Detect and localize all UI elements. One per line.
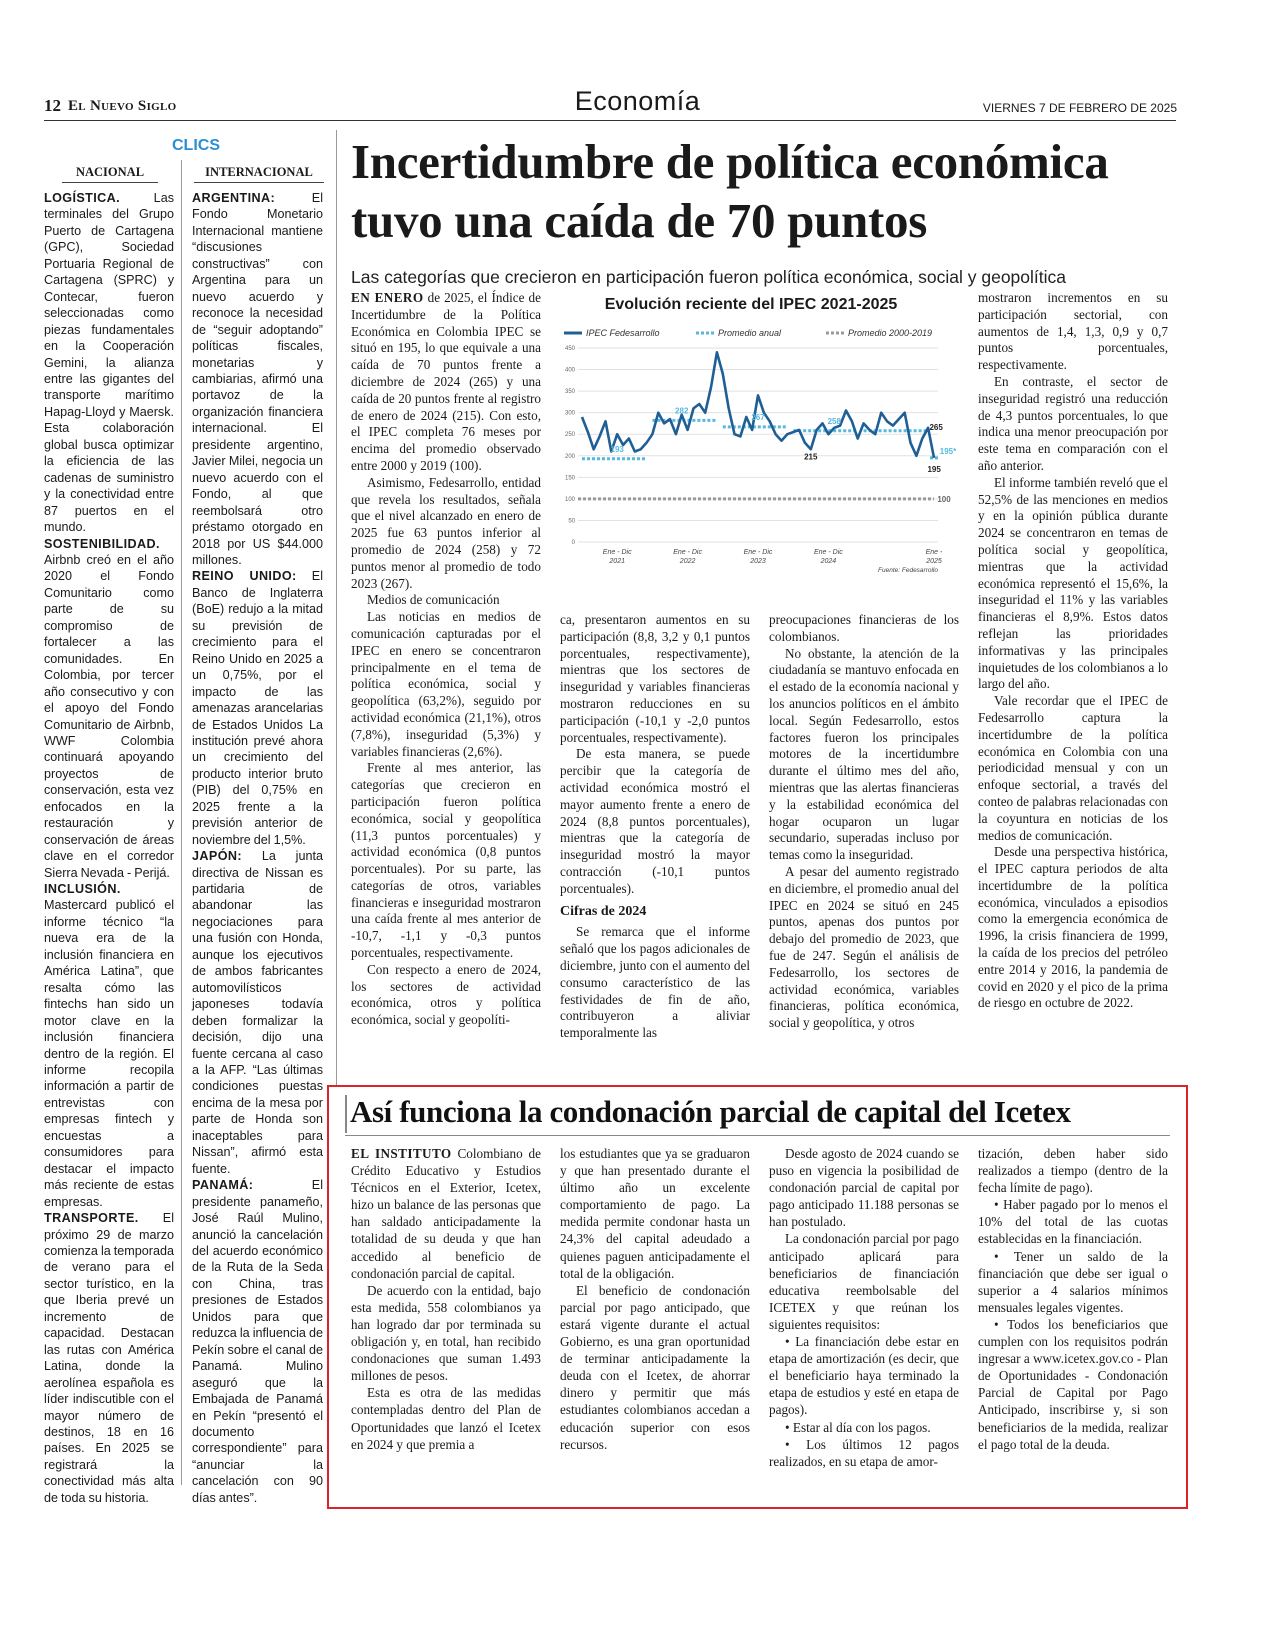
paragraph-text: Frente al mes anterior, las categorías que crecieron en participación fueron política económica, social y geopolítica (11,3 puntos porcentuales) y actividad económica (0,8 puntos porcentuales). Por su parte, las categorías de otros, variables financieras e inseguridad mostraron una caída frente al mes anterior de -10,7, -1,1 y -0,3 puntos porcentuales, respectivamente. xyxy=(351,760,541,961)
paragraph xyxy=(769,1333,959,1418)
paragraph xyxy=(978,844,1168,1012)
data-label: 195* xyxy=(939,446,957,456)
paragraph-text: • Estar al día con los pagos. xyxy=(785,1419,931,1435)
data-label: 100 xyxy=(937,494,951,504)
lead-in: TRANSPORTE. xyxy=(44,1211,139,1226)
paragraph xyxy=(351,290,541,475)
paragraph-text: los estudiantes que ya se graduaron y que han presentado durante el último año un excelente comportamiento de pago. La medida permite condonar hasta un 24,3% del capital adeudado a quienes paguen anticipadamente el total de la obligación. xyxy=(560,1146,750,1281)
paragraph xyxy=(978,1196,1168,1247)
paragraph xyxy=(978,1145,1168,1196)
paragraph-text: Las noticias en medios de comunicación capturadas por el IPEC en enero se concentraron principalmente en el tema de política económica, social y geopolítica (63,2%), seguido por actividad económica (21,1%), otros (7,8%), inseguridad (5,3%) y variables financieras (2,6%). xyxy=(351,609,541,759)
paragraph xyxy=(769,1436,959,1470)
data-label: 258 xyxy=(827,416,841,426)
paragraph xyxy=(978,290,1168,374)
y-tick-label: 400 xyxy=(564,367,575,374)
paragraph-text: mostraron incrementos en su participación sectorial, con aumentos de 1,4, 1,3, 0,9 y 0,7 puntos porcentuales, respectivamente. xyxy=(978,290,1168,373)
clics-national-column xyxy=(44,190,174,1506)
paragraph-text: El presidente panameño, José Raúl Mulino, anunció la cancelación del acuerdo económico de la Ruta de la Seda con China, tras presiones de Estados Unidos para que reduzca la influencia de Pekín sobre el canal de Panamá. Mulino aseguró que la Embajada de Panamá en Pekín “presentó el documento correspondiente” para “anunciar la cancelación con 90 días antes”. xyxy=(192,1178,323,1505)
x-tick-label: Ene - Dic 2022 xyxy=(673,549,702,565)
x-tick-label: Ene -2025 xyxy=(925,549,943,565)
paragraph xyxy=(978,1248,1168,1316)
paragraph xyxy=(560,1145,750,1282)
newspaper-name: El Nuevo Siglo xyxy=(68,98,177,114)
paragraph xyxy=(560,612,750,746)
paragraph-text: El Banco de Inglaterra (BoE) redujo a la mitad su previsión de crecimiento para el Reino Unido en 2025 a un 0,75%, por el impacto de las amenazas arancelarias de Estados Unidos La institución prevé ahora un crecimiento del producto interior bruto (PIB) del 0,75% en 2025 frente a la previsión anterior de noviembre del 1,5%. xyxy=(192,569,323,847)
paragraph xyxy=(978,693,1168,844)
lead-in: SOSTENIBILIDAD. xyxy=(44,536,160,551)
paragraph xyxy=(351,1384,541,1452)
issue-date: VIERNES 7 DE FEBRERO DE 2025 xyxy=(982,101,1177,115)
paragraph-text: Medios de comunicación xyxy=(367,592,500,608)
x-tick-label: Ene - Dic 2021 xyxy=(602,549,632,565)
sidebar-title-bar xyxy=(345,1095,347,1133)
article-column-1 xyxy=(351,290,541,1029)
paragraph xyxy=(192,848,323,1177)
clics-international-heading: INTERNACIONAL xyxy=(205,165,313,179)
paragraph-text: ca, presentaron aumentos en su participación (8,8, 3,2 y 0,1 puntos porcentuales, respectivamente), mientras que los sectores de inseguridad y variables financieras mostraron reducciones en su participación (-10,1 y -2,0 puntos porcentuales, respectivamente). xyxy=(560,612,750,745)
paragraph-text: • La financiación debe estar en etapa de amortización (es decir, que el beneficiario haya terminado la etapa de estudios y esté en etapa de pagos). xyxy=(769,1334,959,1418)
data-label: 267 xyxy=(751,412,765,422)
article-column-4 xyxy=(978,290,1168,1012)
lead-in: INCLUSIÓN. xyxy=(44,882,121,897)
paragraph-text: No obstante, la atención de la ciudadanía se mantuvo enfocada en el estado de la economía nacional y los anuncios políticos en el ámbito local. Según Fedesarrollo, estos factores fueron los principales motores de la incertidumbre durante el último mes del año, mientras que las alertas financieras y la estabilidad económica del hogar ocuparon un lugar secundario, superadas incluso por temas como la inseguridad. xyxy=(769,645,959,863)
data-label: 282 xyxy=(675,406,689,416)
column-divider xyxy=(336,130,337,1085)
paragraph xyxy=(978,1316,1168,1453)
paragraph-text: El informe también reveló que el 52,5% de las menciones en medios y en la opinión pública durante 2024 se concentraron en temas de política social y geopolítica, mientras que la actividad económica representó el 15,6%, la inseguridad el 11% y las variables financieras el 8,9%. Estos datos reflejan las prioridades informativas y las principales inquietudes de los colombianos a lo largo del año. xyxy=(978,474,1168,692)
sidebar-title-rule xyxy=(345,1135,1170,1136)
paragraph xyxy=(44,1210,174,1506)
paragraph-text: • Tener un saldo de la financiación que debe ser igual o superior a 4 salarios mínimos mensuales legales vigentes. xyxy=(978,1248,1168,1315)
paragraph xyxy=(978,475,1168,693)
lead-in: JAPÓN: xyxy=(192,849,242,864)
paragraph-text: Colombiano de Crédito Educativo y Estudios Técnicos en el Exterior, Icetex, hizo un balance de las personas que han saldado anticipadamente la totalidad de su deuda y que han accedido al beneficio de condonación parcial de capital. xyxy=(351,1146,541,1281)
paragraph xyxy=(769,1230,959,1333)
paragraph xyxy=(192,568,323,848)
ipec-series-line xyxy=(582,352,934,458)
paragraph xyxy=(44,881,174,1210)
data-label: 193 xyxy=(610,444,624,454)
subheadline: Las categorías que crecieron en participación fueron política económica, social y geopolítica xyxy=(351,267,1066,287)
chart-source: Fuente: Fedesarrollo xyxy=(878,567,938,574)
headline-line: tuvo una caída de 70 puntos xyxy=(351,193,927,248)
paragraph-text: tización, deben haber sido realizados a tiempo (dentro de la fecha límite de pago). xyxy=(978,1146,1168,1196)
paragraph xyxy=(351,962,541,1029)
sidebar-column-4 xyxy=(978,1145,1168,1453)
paragraph xyxy=(769,1145,959,1230)
legend-label: IPEC Fedesarrollo xyxy=(586,328,660,338)
y-tick-label: 150 xyxy=(564,475,575,482)
paragraph xyxy=(44,190,174,536)
legend-label: Promedio anual xyxy=(718,328,782,338)
data-label: 215 xyxy=(804,452,818,462)
heading-rule xyxy=(194,182,324,183)
lead-in: EN ENERO xyxy=(351,290,424,305)
paragraph xyxy=(351,1282,541,1385)
sidebar-title: Así funciona la condonación parcial de capital del Icetex xyxy=(350,1094,1071,1129)
legend-label: Promedio 2000-2019 xyxy=(848,328,933,338)
paragraph xyxy=(351,609,541,760)
y-tick-label: 0 xyxy=(571,540,575,546)
paragraph-text: • Haber pagado por lo menos el 10% del total de las cuotas establecidas en la financiación. xyxy=(978,1197,1168,1247)
chart-title: Evolución reciente del IPEC 2021-2025 xyxy=(604,296,898,313)
x-tick-label: Ene - Dic 2024 xyxy=(814,549,843,565)
paragraph-text: Desde agosto de 2024 cuando se puso en vigencia la posibilidad de condonación parcial de capital por pago anticipado 11.188 personas se han postulado. xyxy=(769,1146,959,1230)
paragraph-text: Esta es otra de las medidas contempladas dentro del Plan de Oportunidades que lanzó el Icetex en 2024 y que premia a xyxy=(351,1385,541,1452)
clics-international-column xyxy=(192,190,323,1506)
y-tick-label: 350 xyxy=(564,389,575,396)
paragraph xyxy=(560,746,750,897)
lead-in: ARGENTINA: xyxy=(192,191,276,205)
paragraph-text: La condonación parcial por pago anticipado aplicará para beneficiarios de financiación educativa reembolsable del ICETEX y que reúnan los siguientes requisitos: xyxy=(769,1231,959,1332)
paragraph xyxy=(44,536,174,882)
y-tick-label: 200 xyxy=(564,453,575,460)
subheading xyxy=(560,904,750,921)
header-rule xyxy=(44,120,1176,121)
page-number: 12 xyxy=(44,96,61,115)
paragraph-text: De esta manera, se puede percibir que la categoría de actividad económica mostró el mayor aumento frente a enero de 2024 (8,8 puntos porcentuales), mientras que la categoría de inseguridad mostró la mayor contracción (-10,1 puntos porcentuales). xyxy=(560,746,750,896)
paragraph-text: La junta directiva de Nissan es partidaria de abandonar las negociaciones para una fusión con Honda, aunque los ejecutivos de ambos fabricantes automovilísticos japoneses todavía deben formalizar la decisión, dijo una fuente cercana al caso a la AFP. “Las últimas condiciones puestas encima de la mesa por parte de Honda son inaceptables para Nissan”, afirmó esta fuente. xyxy=(192,849,323,1176)
paragraph xyxy=(769,1419,959,1436)
paragraph xyxy=(769,612,959,646)
paragraph-text: De acuerdo con la entidad, bajo esta medida, 558 colombianos ya han logrado dar por terminada su obligación y, en total, han recibido condonaciones que suman 1.493 millones de pesos. xyxy=(351,1282,541,1384)
paragraph xyxy=(560,924,750,1042)
paragraph-text: Asimismo, Fedesarrollo, entidad que revela los resultados, señala que el nivel alcanzado en enero de 2025 fue 63 puntos inferior al promedio de 2024 (258) y 72 puntos menor al promedio de todo 2023 (267). xyxy=(351,474,541,591)
paragraph xyxy=(560,1282,750,1453)
section-title: Economía xyxy=(574,86,701,116)
paragraph-text: preocupaciones financieras de los colombianos. xyxy=(769,612,959,644)
paragraph-text: El Fondo Monetario Internacional mantiene “discusiones constructivas” con Argentina para un nuevo acuerdo y reconoce la necesidad de “seguir adoptando” políticas fiscales, monetarias y cambiarias, afirmó una portavoz de la organización financiera internacional. El presidente argentino, Javier Milei, negocia un nuevo acuerdo con el Fondo, al que reembolsará otro préstamo otorgado en 2018 por US $44.000 millones. xyxy=(192,191,323,567)
article-column-3 xyxy=(769,612,959,1032)
y-tick-label: 50 xyxy=(568,518,575,525)
paragraph-text: En contraste, el sector de inseguridad registró una reducción de 4,3 puntos porcentuales, lo que indica una menor preocupación por este tema en comparación con el año anterior. xyxy=(978,373,1168,473)
y-tick-label: 250 xyxy=(564,432,575,439)
paragraph-text: Desde una perspectiva histórica, el IPEC captura periodos de alta incertidumbre de la política económica, vinculados a episodios como la emergencia económica de 1996, la crisis financiera de 1999, la caída de los precios del petróleo entre 2014 y 2016, la pandemia de covid en 2020 y el pico de la prima de riesgo en octubre de 2022. xyxy=(978,844,1168,1011)
paragraph xyxy=(351,592,541,609)
paragraph-text: Con respecto a enero de 2024, los sectores de actividad económica, otros y política económica, social y geopolíti- xyxy=(351,961,541,1028)
paragraph xyxy=(351,475,541,593)
heading-rule xyxy=(62,182,158,183)
paragraph-text: El beneficio de condonación parcial por pago anticipado, que estará vigente durante el actual Gobierno, es una gran oportunidad de terminar anticipadamente la deuda con el Icetex, de ahorrar dinero y permitir que más estudiantes colombianos accedan a educación superior con esos recursos. xyxy=(560,1282,750,1452)
clics-national-heading: NACIONAL xyxy=(75,165,145,179)
paragraph xyxy=(351,760,541,962)
sidebar-column-2 xyxy=(560,1145,750,1453)
clics-title: CLICS xyxy=(172,137,220,154)
paragraph-text: • Todos los beneficiarios que cumplen con los requisitos podrán ingresar a www.icetex.gov.co - Plan de Oportunidades - Condonación Parcial de Capital por Pago Anticipado, inscribirse y, si son beneficiarios de la medida, realizar el pago total de la deuda. xyxy=(978,1316,1168,1452)
paragraph-text: Airbnb creó en el año 2020 el Fondo Comunitario como parte de su compromiso de fortalecer a las comunidades. En Colombia, por tercer año consecutivo y con el apoyo del Fondo Comunitario de Airbnb, WWF Colombia continuará apoyando proyectos de conservación, esta vez enfocados en la restauración y conservación de áreas clave en el corredor Sierra Nevada - Perijá. xyxy=(44,552,174,880)
data-label: 195 xyxy=(927,464,941,474)
paragraph-text: Mastercard publicó el informe técnico “la nueva era de la inclusión financiera en América Latina”, que resalta cómo las fintechs han sido un motor clave en la inclusión financiera dentro de la región. El informe recopila información a partir de entrevistas con empresas fintech y encuestas a consumidores para destacar el impacto más reciente de estas empresas. xyxy=(44,898,174,1209)
paragraph xyxy=(769,646,959,864)
y-tick-label: 100 xyxy=(564,496,575,503)
data-label: 265 xyxy=(929,422,943,432)
paragraph-text: El próximo 29 de marzo comienza la temporada de verano para el sector turístico, en la que Iberia prevé un incremento de capacidad. Destacan las rutas con América Latina, donde la aerolínea española es líder indiscutible con el mayor número de destinos, 18 en 16 países. En 2025 se registrará la conectividad más alta de toda su historia. xyxy=(44,1211,174,1505)
paragraph-text: • Los últimos 12 pagos realizados, en su etapa de amor- xyxy=(769,1436,959,1469)
headline xyxy=(351,132,1181,250)
paragraph xyxy=(978,374,1168,475)
article-column-2 xyxy=(560,612,750,1042)
paragraph xyxy=(192,1177,323,1506)
column-divider xyxy=(181,160,182,1485)
paragraph-text: Se remarca que el informe señaló que los pagos adicionales de diciembre, junto con el aumento del consumo característico de las festividades de fin de año, contribuyeron a aliviar temporalmente las xyxy=(560,924,750,1041)
sidebar-column-3 xyxy=(769,1145,959,1470)
lead-in: EL INSTITUTO xyxy=(351,1146,452,1161)
paragraph-text: Las terminales del Grupo Puerto de Cartagena (GPC), Sociedad Portuaria Regional de Cartagena (SPRC) y Contecar, fueron seleccionadas como piezas fundamentales en la Cooperación Gemini, la alianza entre las gigantes del transporte marítimo Hapag-Lloyd y Maersk. Esta colaboración global busca optimizar la eficiencia de las cadenas de suministro y la conectividad entre 87 puertos en el mundo. xyxy=(44,191,174,535)
headline-line: Incertidumbre de política económica xyxy=(351,134,1109,189)
paragraph xyxy=(192,190,323,568)
paragraph xyxy=(769,864,959,1032)
lead-in: REINO UNIDO: xyxy=(192,569,297,584)
paragraph-text: Cifras de 2024 xyxy=(560,903,647,919)
y-tick-label: 450 xyxy=(564,346,575,352)
y-tick-label: 300 xyxy=(564,410,575,417)
x-tick-label: Ene - Dic 2023 xyxy=(743,549,773,565)
sidebar-column-1 xyxy=(351,1145,541,1453)
lead-in: LOGÍSTICA. xyxy=(44,191,121,205)
paragraph xyxy=(351,1145,541,1282)
ipec-line-chart xyxy=(556,322,966,602)
paragraph-text: de 2025, el Índice de Incertidumbre de la Política Económica en Colombia IPEC se situó en 195, lo que equivale a una caída de 70 puntos frente a diciembre de 2024 (265) y una caída de 20 puntos frente al registro de enero de 2024 (215). Con esto, el IPEC completa 76 meses por encima del promedio observado entre 2000 y 2019 (100). xyxy=(351,290,541,473)
lead-in: PANAMÁ: xyxy=(192,1178,254,1193)
paragraph-text: A pesar del aumento registrado en diciembre, el promedio anual del IPEC en 2024 se situó en 245 puntos, apenas dos puntos por debajo del promedio de 2023, que fue de 247. Según el análisis de Fedesarrollo, los sectores de actividad económica, variables financieras, política económica, social y geopolítica, y otros xyxy=(769,863,959,1031)
paragraph-text: Vale recordar que el IPEC de Fedesarrollo captura la incertidumbre de la política económica en Colombia con una periodicidad mensual y con un enfoque sectorial, a través del conteo de palabras relacionadas con la coyuntura en noticias de los medios de comunicación. xyxy=(978,693,1168,843)
